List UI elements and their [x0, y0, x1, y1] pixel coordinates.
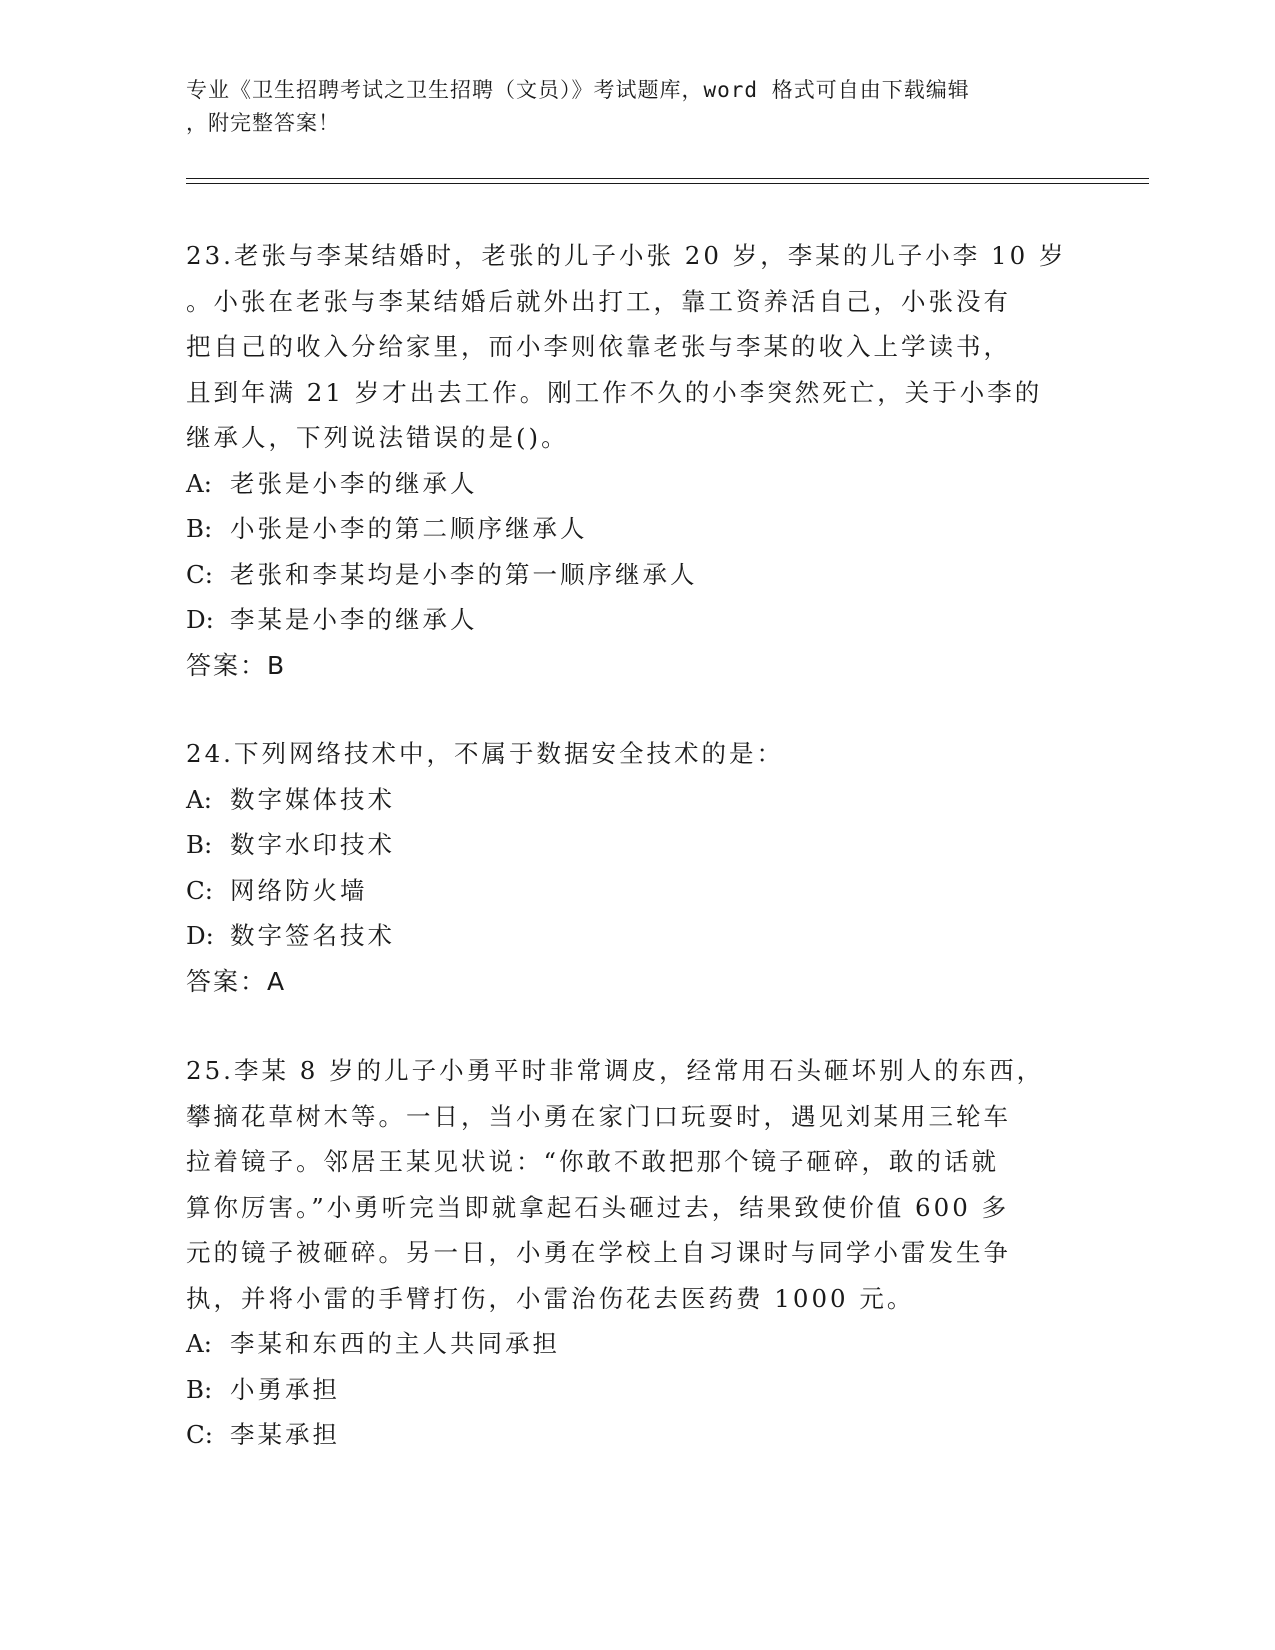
question-24 — [186, 731, 1086, 1004]
option-text: 李某和东西的主人共同承担 — [230, 1329, 560, 1358]
option-text: 数字媒体技术 — [230, 784, 395, 814]
option-key: B: — [186, 830, 213, 859]
option-key: D: — [186, 605, 214, 634]
option-key: D: — [186, 921, 214, 950]
option-b — [186, 1367, 1086, 1413]
option-text: 网络防火墙 — [230, 875, 368, 905]
option-a — [186, 777, 1086, 823]
option-text: 老张和李某均是小李的第一顺序继承人 — [230, 559, 698, 589]
document-header — [186, 74, 1086, 140]
option-b — [186, 506, 1086, 552]
option-key: A: — [186, 784, 212, 814]
header-line-1: 专业《卫生招聘考试之卫生招聘（文员）》考试题库，word 格式可自由下载编辑 — [186, 78, 970, 102]
option-key: A: — [186, 468, 212, 498]
question-stem-line: 23.老张与李某结婚时，老张的儿子小张 20 岁，李某的儿子小李 10 岁 — [186, 241, 1067, 270]
option-key: C: — [186, 559, 214, 589]
question-25 — [186, 1048, 1086, 1458]
answer-line: 答案：A — [186, 966, 287, 996]
header-rule-bottom — [186, 183, 1149, 184]
option-text: 小张是小李的第二顺序继承人 — [230, 514, 588, 543]
option-text: 老张是小李的继承人 — [230, 468, 478, 498]
question-stem-line: 且到年满 21 岁才出去工作。刚工作不久的小李突然死亡，关于小李的 — [186, 377, 1043, 407]
option-c — [186, 1412, 1086, 1458]
option-key: C: — [186, 875, 214, 905]
question-stem-line: 。小张在老张与李某结婚后就外出打工，靠工资养活自己，小张没有 — [186, 286, 1011, 316]
question-stem-line: 24.下列网络技术中，不属于数据安全技术的是： — [186, 739, 784, 768]
option-b — [186, 822, 1086, 868]
option-a — [186, 1321, 1086, 1367]
question-stem-line: 25.李某 8 岁的儿子小勇平时非常调皮，经常用石头砸坏别人的东西， — [186, 1056, 1045, 1085]
option-text: 小勇承担 — [230, 1374, 340, 1404]
question-stem-line: 继承人，下列说法错误的是()。 — [186, 423, 569, 452]
question-stem-line: 执，并将小雷的手臂打伤，小雷治伤花去医药费 1000 元。 — [186, 1283, 915, 1313]
option-d — [186, 913, 1086, 959]
option-key: B: — [186, 514, 213, 543]
question-stem-line: 攀摘花草树木等。一日，当小勇在家门口玩耍时，遇见刘某用三轮车 — [186, 1101, 1011, 1131]
option-c — [186, 552, 1086, 598]
question-23 — [186, 233, 1086, 688]
header-line-2: ，附完整答案！ — [186, 111, 340, 135]
option-key: A: — [186, 1329, 212, 1358]
header-rule-top — [186, 178, 1149, 179]
option-c — [186, 868, 1086, 914]
option-text: 李某承担 — [230, 1420, 340, 1449]
answer-line: 答案：B — [186, 650, 287, 680]
option-d — [186, 597, 1086, 643]
question-stem-line: 拉着镜子。邻居王某见状说：“你敢不敢把那个镜子砸碎，敢的话就 — [186, 1147, 1000, 1176]
option-a — [186, 461, 1086, 507]
question-stem-line: 元的镜子被砸碎。另一日，小勇在学校上自习课时与同学小雷发生争 — [186, 1238, 1011, 1267]
option-text: 数字签名技术 — [230, 921, 395, 950]
option-text: 李某是小李的继承人 — [230, 605, 478, 634]
question-stem-line: 把自己的收入分给家里，而小李则依靠老张与李某的收入上学读书， — [186, 332, 1011, 361]
option-key: B: — [186, 1374, 213, 1404]
question-stem-line: 算你厉害。”小勇听完当即就拿起石头砸过去，结果致使价值 600 多 — [186, 1192, 1010, 1222]
option-key: C: — [186, 1420, 214, 1449]
option-text: 数字水印技术 — [230, 830, 395, 859]
